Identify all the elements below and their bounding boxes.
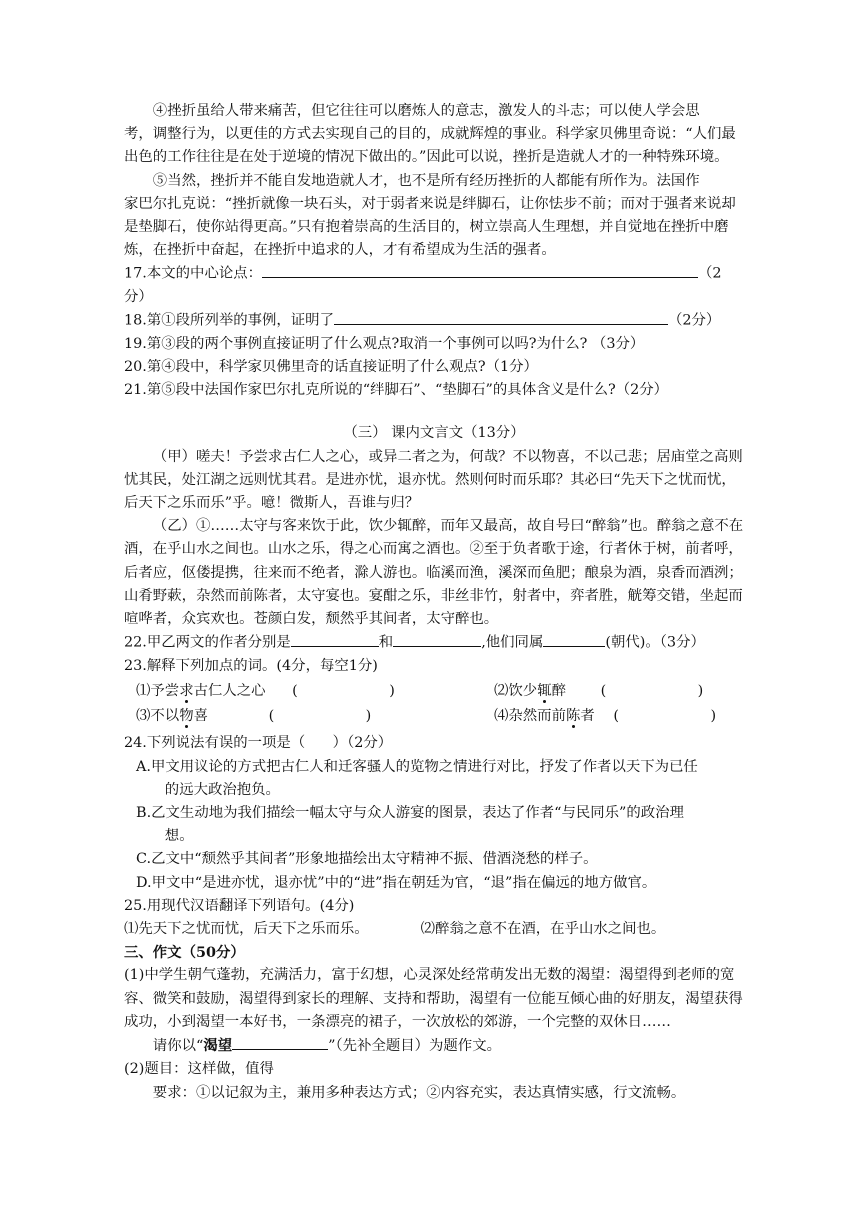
- question-22-text-d: (朝代)。（3分）: [605, 634, 705, 651]
- paragraph-4-rest: 考，调整行为，以更佳的方式去实现自己的目的，成就辉煌的事业。科学家贝佛里奇说：“人们最出色的工作往往是在处于逆境的情况下做出的。”因此可以说，挫折是造就人才的一种特殊环境。: [124, 126, 736, 166]
- title-blank[interactable]: [232, 1035, 328, 1050]
- composition-topic-2: (2)题目：这样做，值得: [124, 1061, 274, 1078]
- composition-topic-1: (1)中学生朝气蓬勃，充满活力，富于幻想，心灵深处经常萌发出无数的渴望：渴望得到老师的宽容、微笑和鼓励，渴望得到家长的理解、支持和帮助，渴望有一位能互倾心曲的好朋友，渴望获得成功，小到渴望一本好书，一条漂亮的裙子，一次放松的郊游，一个完整的双休日……: [124, 967, 743, 1030]
- answer-blank-17[interactable]: [262, 262, 698, 277]
- translate-sentence-1: ⑴先天下之忧而忧，后天下之乐而乐。: [124, 921, 369, 938]
- question-22-text-c: ,他们同属: [481, 634, 544, 651]
- option-c[interactable]: C.乙文中“颓然乎其间者”形象地描绘出太守精神不振、借酒浇愁的样子。: [136, 851, 598, 868]
- prompt-keyword: 渴望: [203, 1037, 233, 1055]
- question-24: 24.下列说法有误的一项是（ ）（2分）: [124, 735, 393, 752]
- question-17: [124, 262, 744, 286]
- exam-page: [124, 100, 744, 1105]
- question-22-text-a: 22.甲乙两文的作者分别是: [124, 634, 291, 651]
- question-18-text: 18.第①段所列举的事例，证明了: [124, 312, 334, 329]
- answer-paren-4[interactable]: ( ): [613, 708, 717, 725]
- passage-yi: （乙）①……太守与客来饮于此，饮少辄醉，而年又最高，故自号曰“醉翁”也。醉翁之意不在酒，在乎山水之间也。山水之乐，得之心而寓之酒也。②至于负者歌于途，行者休于树，前者呼，后者应，伛偻提携，往来而不绝者，滁人游也。临溪而渔，溪深而鱼肥；酿泉为酒，泉香而酒洌；山肴野蔌，杂然而前陈者，太守宴也。宴酣之乐，非丝非竹，射者中，弈者胜，觥筹交错，坐起而喧哗者，众宾欢也。苍颜白发，颓然乎其间者，太守醉也。: [124, 518, 744, 628]
- question-20: 20.第④段中，科学家贝佛里奇的话直接证明了什么观点?（1分）: [124, 359, 538, 376]
- answer-paren-1[interactable]: ( ): [292, 683, 395, 700]
- composition-requirements: 要求：①以记叙为主，兼用多种表达方式；②内容充实，表达真情实感，行文流畅。: [152, 1084, 686, 1101]
- answer-blank-22-dynasty[interactable]: [543, 631, 605, 646]
- question-25: 25.用现代汉语翻译下列语句。(4分): [124, 897, 355, 914]
- question-23-item-1: ⑴予尝求古仁人之心 ( ): [136, 683, 395, 700]
- question-23-item-3: ⑶不以物喜 ( ): [136, 708, 372, 725]
- option-d[interactable]: D.甲文中“是进亦忧，退亦忧”中的“进”指在朝廷为官，“退”指在偏远的地方做官。: [136, 874, 657, 891]
- dotted-word: 陈: [565, 708, 581, 725]
- paragraph-5-first-line: ⑤当然，挫折并不能自发地造就人才，也不是所有经历挫折的人都能有所作为。法国作: [152, 172, 700, 189]
- answer-blank-22-author-a[interactable]: [291, 631, 379, 646]
- answer-blank-18[interactable]: [334, 309, 668, 324]
- option-a[interactable]: A.甲文用议论的方式把古仁人和迁客骚人的览物之情进行对比，抒发了作者以天下为已任 的远大政治抱负。: [136, 758, 698, 798]
- question-22: [124, 631, 744, 655]
- option-b[interactable]: B.乙文生动地为我们描绘一幅太守与众人游宴的图景，表达了作者“与民同乐”的政治理 想。: [136, 805, 684, 845]
- answer-paren-2[interactable]: ( ): [600, 683, 704, 700]
- answer-blank-22-author-b[interactable]: [393, 631, 481, 646]
- dotted-word: 物: [179, 708, 194, 725]
- dotted-word: 辄: [537, 683, 552, 700]
- question-17-cont: 分）: [124, 289, 153, 306]
- passage-jia: （甲）嗟夫！予尝求古仁人之心，或异二者之为，何哉？不以物喜，不以己悲；居庙堂之高则忧其民，处江湖之远则忧其君。是进亦忧，退亦忧。然则何时而乐耶？其必曰“先天下之忧而忧，后天下之乐而乐”乎。噫！微斯人，吾谁与归？: [124, 448, 743, 512]
- question-18: [124, 309, 744, 333]
- question-25-sentences: [124, 918, 744, 941]
- composition-prompt: 请你以“渴望 ”（先补全题目）为题作文。: [124, 1034, 744, 1058]
- question-17-score: （2: [698, 265, 722, 282]
- question-18-score: （2分）: [667, 312, 721, 329]
- composition-heading: 三、作文（50分）: [124, 944, 245, 962]
- question-21: 21.第⑤段中法国作家巴尔扎克所说的“绊脚石”、“垫脚石”的具体含义是什么?（2分）: [124, 382, 669, 399]
- question-22-text-b: 和: [378, 634, 394, 651]
- question-23: 23.解释下列加点的词。(4分，每空1分): [124, 657, 378, 674]
- paragraph-5-rest: 家巴尔扎克说：“挫折就像一块石头，对于弱者来说是绊脚石，让你怯步不前；而对于强者来说却是垫脚石，使你站得更高。”只有抱着崇高的生活目的，树立崇高人生理想，并自觉地在挫折中磨炼，在挫折中奋起，在挫折中追求的人，才有希望成为生活的强者。: [124, 195, 736, 259]
- paragraph-4-first-line: ④挫折虽给人带来痛苦，但它往往可以磨炼人的意志，激发人的斗志；可以使人学会思: [152, 103, 700, 119]
- question-23-row-2: [124, 705, 744, 728]
- section-3-heading: （三） 课内文言文（13分）: [343, 425, 525, 442]
- dotted-word: 求: [179, 683, 194, 700]
- answer-paren-3[interactable]: ( ): [268, 708, 372, 725]
- translate-sentence-2: ⑵醉翁之意不在酒，在乎山水之间也。: [420, 921, 666, 938]
- question-23-item-4: ⑷杂然而前陈者 ( ): [494, 708, 717, 725]
- question-19: 19.第③段的两个事例直接证明了什么观点?取消一个事例可以吗?为什么? （3分）: [124, 335, 645, 352]
- question-23-row-1: [124, 680, 744, 703]
- question-17-text: 17.本文的中心论点：: [124, 265, 263, 282]
- question-23-item-2: ⑵饮少辄醉 ( ): [494, 683, 704, 700]
